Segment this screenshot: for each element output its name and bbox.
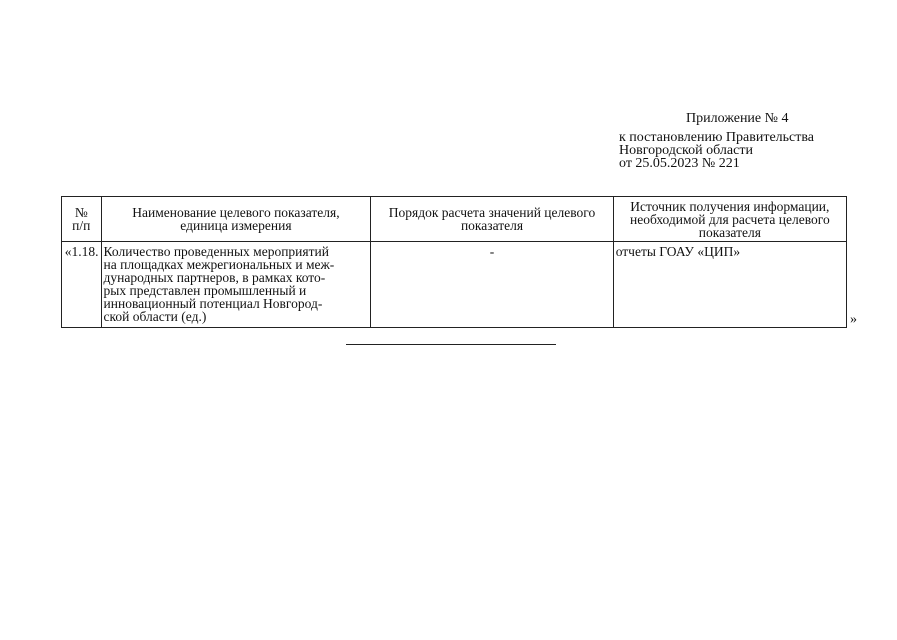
header-num [62, 197, 102, 242]
header-calc [371, 197, 613, 242]
table-row [62, 242, 847, 328]
row-name-line: ской области (ед.) [103, 309, 207, 324]
row-num: «1.18. [62, 242, 102, 328]
closing-quote: » [850, 312, 857, 327]
header-name-line: единица измерения [180, 218, 292, 233]
appendix-line-date: от 25.05.2023 № 221 [619, 156, 740, 171]
header-calc-line: Порядок расчета значений целевого [388, 205, 596, 220]
row-name-line: на площадках межрегиональных и меж- [103, 257, 335, 272]
header-source-line: Источник получения информации, [630, 198, 830, 214]
row-name-line: рых представлен промышленный и [103, 283, 307, 298]
appendix-reference [619, 131, 814, 170]
header-name-line: Наименование целевого показателя, [132, 205, 340, 220]
row-calc: - [371, 242, 613, 328]
header-source [613, 197, 846, 242]
header-num-line: п/п [72, 218, 91, 233]
header-source-line: необходимой для расчета целевого [630, 211, 830, 227]
header-calc-line: показателя [460, 218, 524, 233]
appendix-line-region: Новгородской области [619, 143, 753, 158]
appendix-title: Приложение № 4 [686, 111, 789, 126]
appendix-line-decree: к постановлению Правительства [619, 130, 815, 145]
indicators-table [61, 196, 847, 328]
header-name [101, 197, 371, 242]
row-source: отчеты ГОАУ «ЦИП» [613, 242, 846, 328]
row-name [101, 242, 371, 328]
end-divider [346, 344, 556, 345]
header-num-line: № [74, 205, 88, 220]
table-header-row [62, 197, 847, 242]
header-source-line: показателя [698, 224, 761, 240]
row-name-line: Количество проведенных мероприятий [103, 244, 329, 259]
row-name-line: дународных партнеров, в рамках кото- [103, 270, 326, 285]
row-name-line: инновационный потенциал Новгород- [103, 296, 323, 311]
